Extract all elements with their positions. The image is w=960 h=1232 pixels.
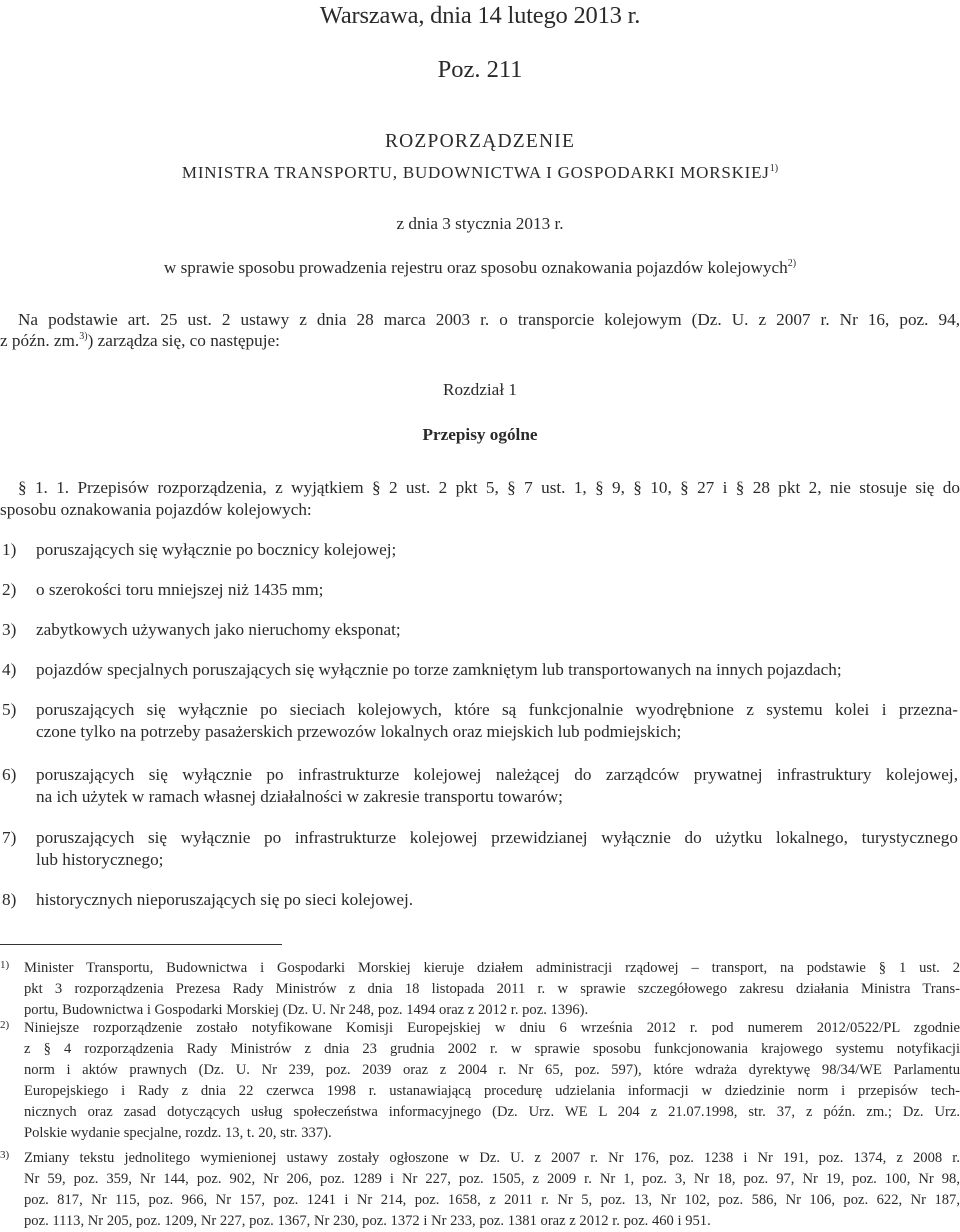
footnote-line: portu, Budownictwa i Gospodarki Morskiej (Dz. U. Nr 248, poz. 1494 oraz z 2012 r. poz. 1396). — [24, 1002, 589, 1018]
act-issuer — [0, 163, 960, 183]
list-item-text: o szerokości toru mniejszej niż 1435 mm; — [36, 580, 324, 599]
footnote-line: pkt 3 rozporządzenia Prezesa Rady Ministrów z dnia 18 listopada 2011 r. w sprawie szczegółowego zakresu działania Ministra Trans- — [24, 981, 960, 997]
footnote-number: 1) — [0, 959, 10, 971]
list-item-text: pojazdów specjalnych poruszających się wyłącznie po torze zamkniętym lub transportowanych na innych pojazdach; — [36, 660, 842, 679]
footnote-line: Nr 59, poz. 359, Nr 144, poz. 902, Nr 206, poz. 1289 i Nr 227, poz. 1505, z 2009 r. Nr 1, poz. 3, Nr 18, poz. 97, Nr 19, poz. 100, Nr 98, — [24, 1171, 960, 1187]
footnote-number: 2) — [0, 1019, 10, 1031]
list-item-number: 5) — [2, 700, 17, 719]
list-item-number: 7) — [2, 828, 17, 847]
footnote-line: Minister Transportu, Budownictwa i Gospodarki Morskiej kieruje działem administracji rządowej – transport, na podstawie § 1 ust. 2 — [24, 960, 960, 976]
preamble-line-1: Na podstawie art. 25 ust. 2 ustawy z dnia 28 marca 2003 r. o transporcie kolejowym (Dz. U. z 2007 r. Nr 16, poz. 94, — [18, 310, 960, 329]
footnote-line: Europejskiego i Rady z dnia 22 czerwca 1998 r. ustanawiającą procedurę udzielania informacji w dziedzinie norm i przepisów tech- — [24, 1083, 960, 1099]
position-number: Poz. 211 — [437, 56, 523, 83]
list-item-number: 1) — [2, 540, 17, 559]
footnote-line: Zmiany tekstu jednolitego wymienionej ustawy zostały ogłoszone w Dz. U. z 2007 r. Nr 176, poz. 1238 i Nr 191, poz. 1374, z 2008 r. — [24, 1150, 960, 1166]
list-item-text: zabytkowych używanych jako nieruchomy eksponat; — [36, 620, 401, 639]
list-item-number: 8) — [2, 890, 17, 909]
place-date: Warszawa, dnia 14 lutego 2013 r. — [319, 2, 641, 29]
list-item-number: 4) — [2, 660, 17, 679]
list-item-number: 2) — [2, 580, 17, 599]
list-item-number: 3) — [2, 620, 17, 639]
list-item-text: historycznych nieporuszających się po sieci kolejowej. — [36, 890, 414, 909]
footnote-text — [24, 958, 960, 1021]
footnote-text — [24, 1018, 960, 1144]
footnote-line: Polskie wydanie specjalne, rozdz. 13, t. 20, str. 337). — [24, 1125, 332, 1141]
list-item-text: na ich użytek w ramach własnej działalności w zakresie transportu towarów; — [36, 787, 563, 806]
list-item-number: 6) — [2, 765, 17, 784]
footnote-line: norm i aktów prawnych (Dz. U. Nr 239, poz. 2039 oraz z 2004 r. Nr 65, poz. 597), które wdraża dyrektywę 98/34/WE Parlamentu — [24, 1062, 960, 1078]
footnote-ref-2: 2) — [787, 258, 797, 269]
preamble-line-2 — [0, 331, 280, 351]
preamble-line-2-post: ) zarządza się, co następuje: — [87, 331, 280, 350]
act-issuer-text: MINISTRA TRANSPORTU, BUDOWNICTWA I GOSPODARKI MORSKIEJ — [181, 163, 770, 182]
list-item-text: poruszających się wyłącznie po bocznicy kolejowej; — [36, 540, 397, 559]
paragraph-1-line-2: sposobu oznakowania pojazdów kolejowych: — [0, 500, 312, 519]
footnote-line: z § 4 rozporządzenia Rady Ministrów z dnia 23 grudnia 2002 r. w sprawie sposobu funkcjonowania krajowego systemu notyfikacji — [24, 1041, 960, 1057]
footnote-ref-1: 1) — [769, 163, 779, 174]
list-item-text: poruszających się wyłącznie po sieciach kolejowych, które są funkcjonalnie wyodrębnione z systemu kolei i przezna- — [36, 700, 958, 719]
act-date: z dnia 3 stycznia 2013 r. — [396, 214, 564, 233]
act-type: ROZPORZĄDZENIE — [384, 131, 576, 152]
paragraph-1-line-1: § 1. 1. Przepisów rozporządzenia, z wyjątkiem § 2 ust. 2 pkt 5, § 7 ust. 1, § 9, § 10, § 27 i § 28 pkt 2, nie stosuje się do — [18, 478, 960, 497]
list-item-text: poruszających się wyłącznie po infrastrukturze kolejowej przewidzianej wyłącznie do użytku lokalnego, turystycznego — [36, 828, 958, 847]
footnote-text — [24, 1148, 960, 1232]
chapter-number: Rozdział 1 — [443, 380, 517, 399]
footnote-line: nicznych oraz zasad dotyczących usług społeczeństwa informacyjnego (Dz. Urz. WE L 204 z 21.07.1998, str. 37, z późn. zm.; Dz. Urz. — [24, 1104, 960, 1120]
footnote-separator — [0, 944, 282, 945]
act-subject-text: w sprawie sposobu prowadzenia rejestru oraz sposobu oznakowania pojazdów kolejowych — [163, 258, 788, 277]
list-item-text: poruszających się wyłącznie po infrastrukturze kolejowej należącej do zarządców prywatnej infrastruktury kolejowej, — [36, 765, 958, 784]
list-item-text: lub historycznego; — [36, 850, 164, 869]
list-item-text: czone tylko na potrzeby pasażerskich przewozów lokalnych oraz miejskich lub podmiejskich; — [36, 722, 682, 741]
footnote-line: poz. 1113, Nr 205, poz. 1209, Nr 227, poz. 1367, Nr 230, poz. 1372 i Nr 233, poz. 1381 oraz z 2012 r. poz. 460 i 951. — [24, 1213, 711, 1229]
footnote-line: Niniejsze rozporządzenie zostało notyfikowane Komisji Europejskiej w dniu 6 września 2012 r. pod numerem 2012/0522/PL zgodnie — [24, 1020, 960, 1036]
act-subject — [0, 258, 960, 278]
preamble-line-2-pre: z późn. zm. — [0, 331, 80, 350]
footnote-ref-3: 3) — [79, 331, 88, 342]
footnote-number: 3) — [0, 1149, 10, 1161]
footnote-line: poz. 817, Nr 115, poz. 966, Nr 157, poz. 1241 i Nr 214, poz. 1658, z 2011 r. Nr 5, poz. 13, Nr 102, poz. 586, Nr 106, poz. 622, Nr 187, — [24, 1192, 960, 1208]
chapter-title: Przepisy ogólne — [422, 425, 538, 444]
